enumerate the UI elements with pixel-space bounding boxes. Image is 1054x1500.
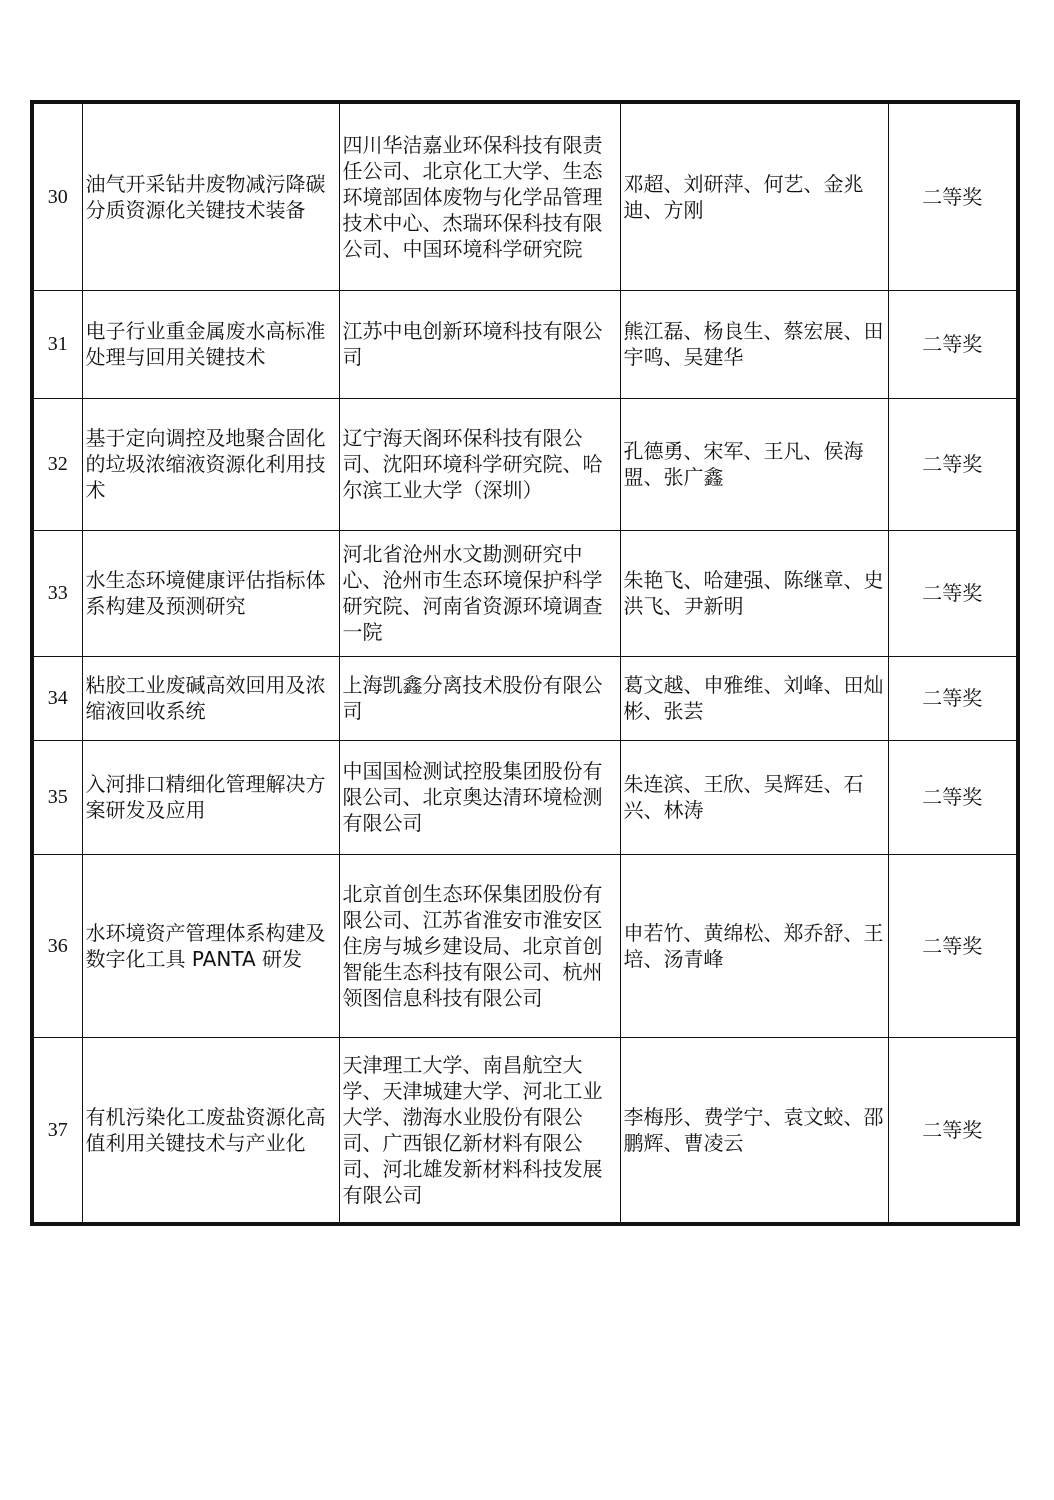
table-row xyxy=(34,104,1016,290)
table-row xyxy=(34,656,1016,740)
project-name: 油气开采钻井废物减污降碳分质资源化关键技术装备 xyxy=(82,104,339,290)
award-level: 二等奖 xyxy=(888,398,1016,530)
completing-people: 熊江磊、杨良生、蔡宏展、田宇鸣、吴建华 xyxy=(620,290,888,398)
table-row xyxy=(34,530,1016,656)
completing-people: 葛文越、申雅维、刘峰、田灿彬、张芸 xyxy=(620,656,888,740)
row-number: 37 xyxy=(34,1037,82,1222)
table-row xyxy=(34,1037,1016,1222)
award-level: 二等奖 xyxy=(888,854,1016,1037)
completing-people: 朱连滨、王欣、吴辉廷、石兴、林涛 xyxy=(620,740,888,854)
completing-units: 河北省沧州水文勘测研究中心、沧州市生态环境保护科学研究院、河南省资源环境调查一院 xyxy=(339,530,620,656)
award-level: 二等奖 xyxy=(888,1037,1016,1222)
table-row xyxy=(34,854,1016,1037)
row-number: 34 xyxy=(34,656,82,740)
award-level: 二等奖 xyxy=(888,740,1016,854)
project-name: 电子行业重金属废水高标准处理与回用关键技术 xyxy=(82,290,339,398)
project-name: 粘胶工业废碱高效回用及浓缩液回收系统 xyxy=(82,656,339,740)
row-number: 33 xyxy=(34,530,82,656)
completing-units: 四川华洁嘉业环保科技有限责任公司、北京化工大学、生态环境部固体废物与化学品管理技术中心、杰瑞环保科技有限公司、中国环境科学研究院 xyxy=(339,104,620,290)
completing-units: 上海凯鑫分离技术股份有限公司 xyxy=(339,656,620,740)
awards-table-frame xyxy=(30,100,1020,1226)
award-level: 二等奖 xyxy=(888,530,1016,656)
award-level: 二等奖 xyxy=(888,104,1016,290)
table-row xyxy=(34,740,1016,854)
project-name: 入河排口精细化管理解决方案研发及应用 xyxy=(82,740,339,854)
row-number: 30 xyxy=(34,104,82,290)
completing-units: 天津理工大学、南昌航空大学、天津城建大学、河北工业大学、渤海水业股份有限公司、广西银亿新材料有限公司、河北雄发新材料科技发展有限公司 xyxy=(339,1037,620,1222)
completing-people: 朱艳飞、哈建强、陈继章、史洪飞、尹新明 xyxy=(620,530,888,656)
completing-people: 申若竹、黄绵松、郑乔舒、王培、汤青峰 xyxy=(620,854,888,1037)
completing-units: 中国国检测试控股集团股份有限公司、北京奥达清环境检测有限公司 xyxy=(339,740,620,854)
completing-people: 李梅彤、费学宁、袁文蛟、邵鹏辉、曹凌云 xyxy=(620,1037,888,1222)
award-level: 二等奖 xyxy=(888,290,1016,398)
project-name: 水生态环境健康评估指标体系构建及预测研究 xyxy=(82,530,339,656)
completing-people: 邓超、刘研萍、何艺、金兆迪、方刚 xyxy=(620,104,888,290)
completing-units: 江苏中电创新环境科技有限公司 xyxy=(339,290,620,398)
project-name: 有机污染化工废盐资源化高值利用关键技术与产业化 xyxy=(82,1037,339,1222)
row-number: 35 xyxy=(34,740,82,854)
row-number: 36 xyxy=(34,854,82,1037)
project-name: 水环境资产管理体系构建及数字化工具 PANTA 研发 xyxy=(82,854,339,1037)
row-number: 32 xyxy=(34,398,82,530)
completing-units: 辽宁海天阁环保科技有限公司、沈阳环境科学研究院、哈尔滨工业大学（深圳） xyxy=(339,398,620,530)
row-number: 31 xyxy=(34,290,82,398)
table-row xyxy=(34,290,1016,398)
completing-units: 北京首创生态环保集团股份有限公司、江苏省淮安市淮安区住房与城乡建设局、北京首创智能生态科技有限公司、杭州领图信息科技有限公司 xyxy=(339,854,620,1037)
awards-table xyxy=(34,104,1016,1222)
project-name: 基于定向调控及地聚合固化的垃圾浓缩液资源化利用技术 xyxy=(82,398,339,530)
award-level: 二等奖 xyxy=(888,656,1016,740)
table-row xyxy=(34,398,1016,530)
completing-people: 孔德勇、宋军、王凡、侯海盟、张广鑫 xyxy=(620,398,888,530)
